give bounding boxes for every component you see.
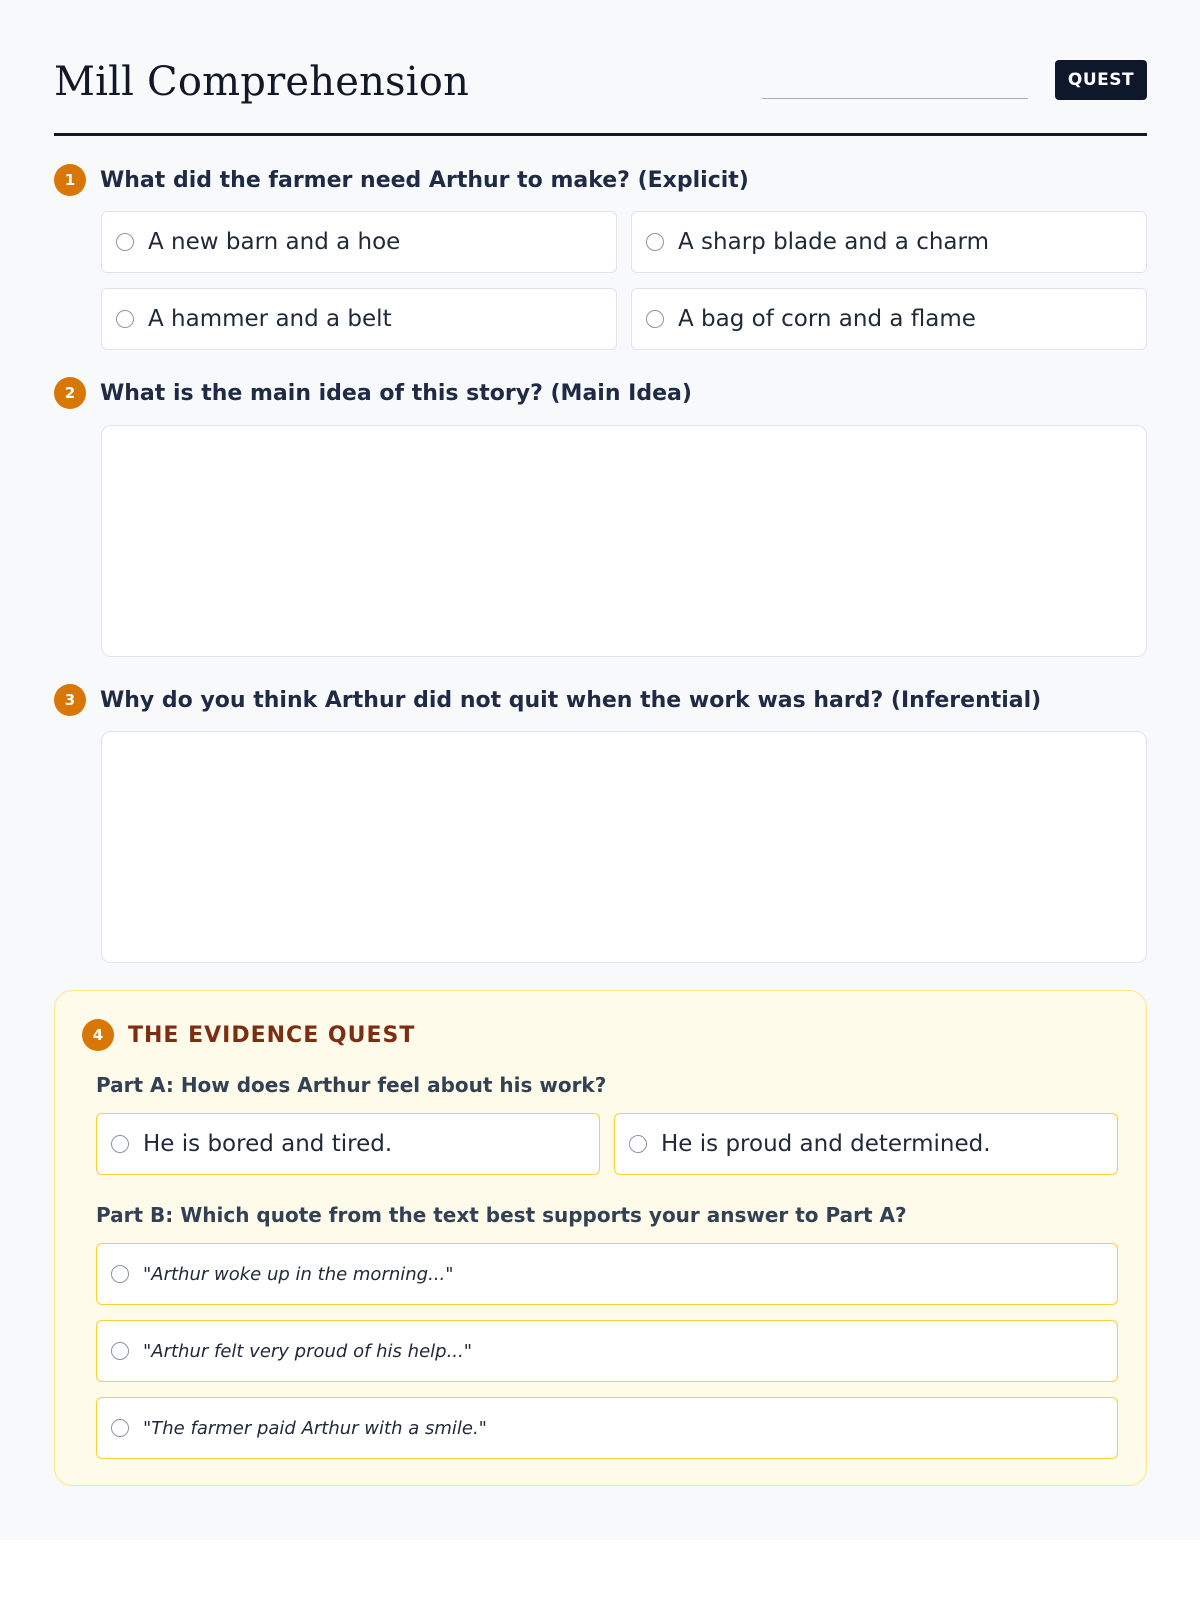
question-2-text: What is the main idea of this story? (Main Idea): [100, 380, 692, 406]
question-3-text: Why do you think Arthur did not quit when the work was hard? (Inferential): [100, 687, 1042, 713]
radio-icon[interactable]: [629, 1135, 647, 1153]
option-label: A bag of corn and a flame: [678, 306, 976, 332]
part-b-option-2[interactable]: [96, 1320, 1118, 1382]
part-a-option-1[interactable]: [96, 1113, 600, 1175]
part-b-option-3[interactable]: [96, 1397, 1118, 1459]
radio-icon[interactable]: [111, 1419, 129, 1437]
evidence-quest-title: THE EVIDENCE QUEST: [128, 1022, 416, 1048]
question-number-badge: 1: [54, 164, 86, 196]
radio-icon[interactable]: [646, 233, 664, 251]
radio-icon[interactable]: [646, 310, 664, 328]
q1-option-a[interactable]: [101, 211, 617, 273]
radio-icon[interactable]: [111, 1342, 129, 1360]
question-number-badge: 3: [54, 684, 86, 716]
question-3-heading: [54, 684, 1041, 716]
quote-label: "Arthur felt very proud of his help...": [143, 1340, 473, 1362]
option-label: He is bored and tired.: [143, 1131, 393, 1157]
option-label: A hammer and a belt: [148, 306, 392, 332]
evidence-quest-panel: [54, 990, 1147, 1486]
question-1-text: What did the farmer need Arthur to make? (Explicit): [100, 167, 749, 193]
question-4-heading: [82, 1019, 415, 1051]
main-idea-answer-box[interactable]: [101, 425, 1147, 657]
option-label: A sharp blade and a charm: [678, 229, 989, 255]
radio-icon[interactable]: [116, 310, 134, 328]
part-a-option-2[interactable]: [614, 1113, 1118, 1175]
quote-label: "The farmer paid Arthur with a smile.": [143, 1417, 487, 1439]
question-2-heading: [54, 377, 692, 409]
option-label: A new barn and a hoe: [148, 229, 401, 255]
part-a-label: Part A: How does Arthur feel about his work?: [96, 1073, 607, 1097]
page-title: Mill Comprehension: [54, 59, 470, 105]
quote-label: "Arthur woke up in the morning...": [143, 1263, 454, 1285]
inferential-answer-box[interactable]: [101, 731, 1147, 963]
name-line[interactable]: [762, 98, 1028, 99]
q1-option-c[interactable]: [101, 288, 617, 350]
option-label: He is proud and determined.: [661, 1131, 991, 1157]
part-b-option-1[interactable]: [96, 1243, 1118, 1305]
q1-option-d[interactable]: [631, 288, 1147, 350]
question-number-badge: 2: [54, 377, 86, 409]
radio-icon[interactable]: [111, 1265, 129, 1283]
question-number-badge: 4: [82, 1019, 114, 1051]
quest-badge: QUEST: [1055, 60, 1147, 100]
radio-icon[interactable]: [111, 1135, 129, 1153]
part-b-label: Part B: Which quote from the text best supports your answer to Part A?: [96, 1203, 907, 1227]
q1-option-b[interactable]: [631, 211, 1147, 273]
question-1-heading: [54, 164, 749, 196]
worksheet-header: [54, 58, 1147, 136]
header-divider: [54, 133, 1147, 136]
radio-icon[interactable]: [116, 233, 134, 251]
